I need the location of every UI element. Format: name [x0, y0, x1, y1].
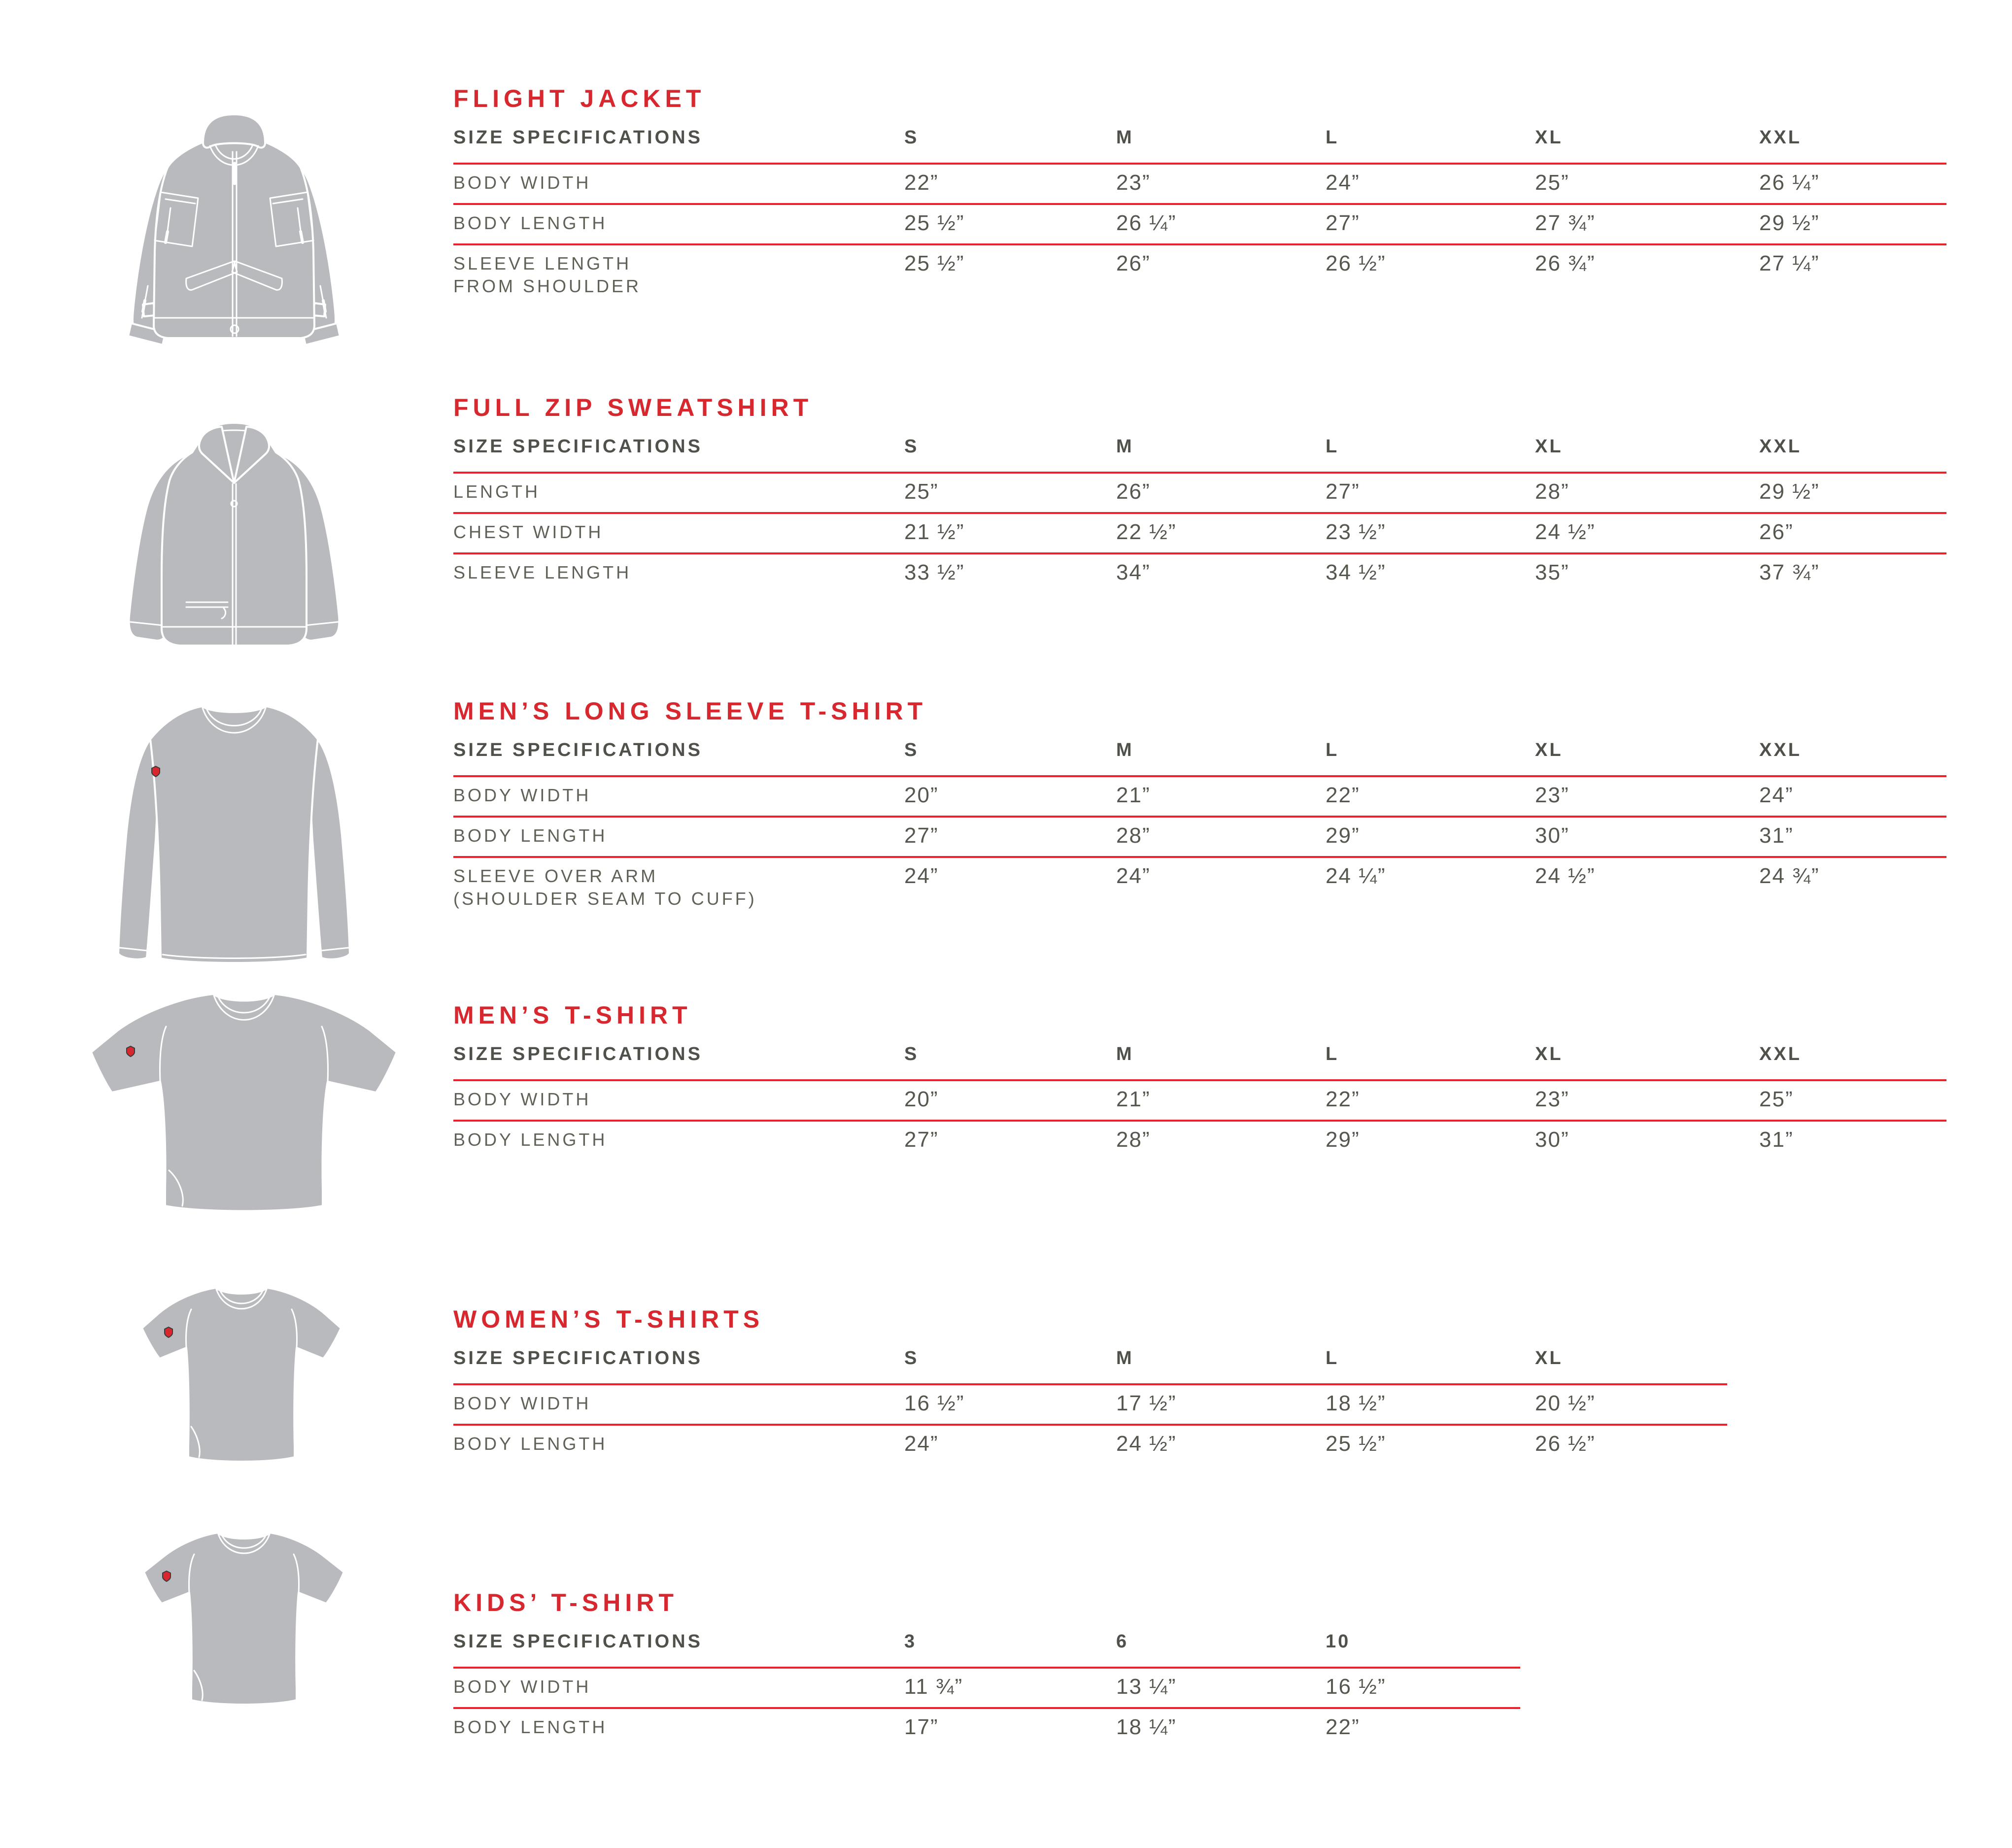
column-header-s: S — [904, 1044, 919, 1064]
row-label: BODY WIDTH — [453, 172, 591, 193]
spec-value: 13 ¼” — [1116, 1675, 1177, 1699]
row-label: BODY WIDTH — [453, 785, 591, 805]
spec-value: 24 ¾” — [1759, 864, 1820, 888]
table-header-row — [453, 1041, 1946, 1079]
spec-value: 20 ½” — [1535, 1391, 1596, 1415]
spec-value: 27” — [904, 823, 939, 848]
row-label: BODY WIDTH — [453, 1393, 591, 1413]
spec-row — [453, 1120, 1946, 1160]
column-header-m: M — [1116, 1044, 1134, 1064]
row-label: BODY LENGTH — [453, 1129, 608, 1150]
spec-row — [453, 856, 1946, 921]
flight-jacket-illustration — [74, 69, 394, 345]
row-label: SLEEVE LENGTH FROM SHOULDER — [453, 253, 642, 296]
spec-value: 33 ½” — [904, 560, 965, 584]
spec-value: 25” — [1535, 171, 1569, 195]
spec-value: 22” — [904, 171, 939, 195]
spec-value: 16 ½” — [904, 1391, 965, 1415]
spec-value: 27” — [1326, 211, 1360, 235]
spec-value: 26 ¾” — [1535, 251, 1596, 275]
kids-tshirt-illustration — [123, 1523, 365, 1720]
column-header-3: 3 — [904, 1631, 917, 1652]
row-label: SLEEVE OVER ARM (SHOULDER SEAM TO CUFF) — [453, 866, 757, 909]
spec-value: 25” — [1759, 1087, 1794, 1111]
spec-value: 25” — [904, 479, 939, 504]
womens-tshirt-sketch — [123, 1279, 360, 1476]
spec-value: 24” — [1326, 171, 1360, 195]
section-flight-jacket — [453, 86, 1946, 308]
column-header-s: S — [904, 1348, 919, 1369]
column-header-l: L — [1326, 127, 1339, 148]
spec-value: 21” — [1116, 1087, 1151, 1111]
mens-tshirt-illustration — [81, 983, 407, 1225]
size-spec-table — [453, 433, 1946, 593]
spec-value: 30” — [1535, 1128, 1569, 1152]
size-spec-table — [453, 1628, 1520, 1747]
row-label: BODY LENGTH — [453, 213, 608, 233]
column-header-l: L — [1326, 1044, 1339, 1064]
table-header-row — [453, 1345, 1727, 1383]
full-zip-sweatshirt-illustration — [74, 379, 394, 655]
spec-value: 29” — [1326, 823, 1360, 848]
spec-value: 34” — [1116, 560, 1151, 584]
column-header-l: L — [1326, 436, 1339, 457]
column-header-xl: XL — [1535, 436, 1563, 457]
spec-value: 22” — [1326, 1715, 1360, 1739]
spec-value: 26” — [1116, 251, 1151, 275]
spec-value: 25 ½” — [1326, 1432, 1386, 1456]
mens-tshirt-sketch — [81, 983, 407, 1225]
womens-tshirt-illustration — [123, 1279, 360, 1476]
column-header-m: M — [1116, 436, 1134, 457]
row-label: BODY LENGTH — [453, 1717, 608, 1737]
size-spec-table — [453, 737, 1946, 921]
spec-row — [453, 512, 1946, 552]
spec-value: 26 ¼” — [1116, 211, 1177, 235]
table-header-row — [453, 737, 1946, 775]
spec-value: 24 ¼” — [1326, 864, 1386, 888]
column-header-size-specifications: SIZE SPECIFICATIONS — [453, 740, 703, 760]
spec-value: 25 ½” — [904, 251, 965, 275]
spec-value: 24 ½” — [1535, 520, 1596, 544]
section-title: MEN’S LONG SLEEVE T-SHIRT — [453, 697, 927, 725]
row-label: BODY LENGTH — [453, 825, 608, 846]
column-header-size-specifications: SIZE SPECIFICATIONS — [453, 1631, 703, 1652]
spec-value: 28” — [1535, 479, 1569, 504]
spec-value: 24” — [904, 1432, 939, 1456]
column-header-m: M — [1116, 127, 1134, 148]
size-spec-table — [453, 1345, 1727, 1464]
spec-value: 26 ¼” — [1759, 171, 1820, 195]
spec-value: 27 ¼” — [1759, 251, 1820, 275]
row-label: LENGTH — [453, 481, 541, 502]
row-label: BODY WIDTH — [453, 1089, 591, 1109]
column-header-size-specifications: SIZE SPECIFICATIONS — [453, 127, 703, 148]
spec-value: 28” — [1116, 1128, 1151, 1152]
spec-value: 24 ½” — [1535, 864, 1596, 888]
spec-value: 16 ½” — [1326, 1675, 1386, 1699]
spec-value: 37 ¾” — [1759, 560, 1820, 584]
section-womens-t-shirts — [453, 1306, 1727, 1464]
kids-tshirt-sketch — [123, 1523, 365, 1720]
spec-value: 23” — [1116, 171, 1151, 195]
spec-value: 35” — [1535, 560, 1569, 584]
section-full-zip-sweatshirt — [453, 395, 1946, 593]
spec-row — [453, 1707, 1520, 1747]
column-header-m: M — [1116, 1348, 1134, 1369]
column-header-xl: XL — [1535, 127, 1563, 148]
spec-row — [453, 1424, 1727, 1464]
row-label: BODY LENGTH — [453, 1434, 608, 1454]
spec-value: 18 ½” — [1326, 1391, 1386, 1415]
column-header-xxl: XXL — [1759, 436, 1802, 457]
section-title: WOMEN’S T-SHIRTS — [453, 1305, 764, 1333]
column-header-s: S — [904, 127, 919, 148]
table-header-row — [453, 124, 1946, 163]
spec-row — [453, 1079, 1946, 1120]
column-header-10: 10 — [1326, 1631, 1351, 1652]
column-header-size-specifications: SIZE SPECIFICATIONS — [453, 1348, 703, 1369]
spec-row — [453, 163, 1946, 203]
spec-row — [453, 816, 1946, 856]
spec-value: 23 ½” — [1326, 520, 1386, 544]
spec-value: 26 ½” — [1326, 251, 1386, 275]
row-label: BODY WIDTH — [453, 1677, 591, 1697]
spec-value: 29 ½” — [1759, 479, 1820, 504]
table-header-row — [453, 1628, 1520, 1667]
column-header-size-specifications: SIZE SPECIFICATIONS — [453, 436, 703, 457]
table-header-row — [453, 433, 1946, 472]
spec-value: 23” — [1535, 783, 1569, 807]
spec-value: 27 ¾” — [1535, 211, 1596, 235]
spec-value: 21 ½” — [904, 520, 965, 544]
column-header-6: 6 — [1116, 1631, 1129, 1652]
spec-value: 29” — [1326, 1128, 1360, 1152]
spec-value: 24” — [1759, 783, 1794, 807]
row-label: CHEST WIDTH — [453, 522, 604, 542]
spec-value: 24” — [904, 864, 939, 888]
spec-value: 17 ½” — [1116, 1391, 1177, 1415]
spec-value: 26” — [1116, 479, 1151, 504]
spec-value: 11 ¾” — [904, 1675, 963, 1699]
spec-row — [453, 1383, 1727, 1424]
spec-row — [453, 472, 1946, 512]
spec-value: 23” — [1535, 1087, 1569, 1111]
spec-row — [453, 203, 1946, 243]
spec-value: 22” — [1326, 1087, 1360, 1111]
spec-value: 31” — [1759, 823, 1794, 848]
column-header-l: L — [1326, 740, 1339, 760]
column-header-xl: XL — [1535, 1348, 1563, 1369]
column-header-size-specifications: SIZE SPECIFICATIONS — [453, 1044, 703, 1064]
spec-value: 28” — [1116, 823, 1151, 848]
spec-row — [453, 552, 1946, 593]
spec-value: 22 ½” — [1116, 520, 1177, 544]
spec-row — [453, 243, 1946, 308]
spec-value: 27” — [1326, 479, 1360, 504]
spec-value: 24” — [1116, 864, 1151, 888]
column-header-s: S — [904, 436, 919, 457]
spec-value: 27” — [904, 1128, 939, 1152]
column-header-l: L — [1326, 1348, 1339, 1369]
spec-value: 17” — [904, 1715, 939, 1739]
section-title: MEN’S T-SHIRT — [453, 1001, 692, 1029]
long-sleeve-tshirt-illustration — [49, 692, 419, 978]
full-zip-sweatshirt-sketch — [74, 379, 394, 655]
section-mens-t-shirt — [453, 1002, 1946, 1160]
column-header-m: M — [1116, 740, 1134, 760]
spec-value: 22” — [1326, 783, 1360, 807]
size-spec-table — [453, 1041, 1946, 1160]
spec-value: 20” — [904, 1087, 939, 1111]
spec-row — [453, 775, 1946, 816]
column-header-xxl: XXL — [1759, 1044, 1802, 1064]
spec-value: 30” — [1535, 823, 1569, 848]
column-header-xl: XL — [1535, 1044, 1563, 1064]
section-title: FLIGHT JACKET — [453, 85, 706, 112]
row-label: SLEEVE LENGTH — [453, 562, 632, 582]
spec-value: 34 ½” — [1326, 560, 1386, 584]
column-header-xxl: XXL — [1759, 740, 1802, 760]
spec-value: 21” — [1116, 783, 1151, 807]
spec-value: 25 ½” — [904, 211, 965, 235]
long-sleeve-tshirt-sketch — [49, 692, 419, 978]
spec-value: 29 ½” — [1759, 211, 1820, 235]
spec-value: 26 ½” — [1535, 1432, 1596, 1456]
spec-value: 24 ½” — [1116, 1432, 1177, 1456]
section-title: FULL ZIP SWEATSHIRT — [453, 394, 813, 421]
spec-value: 20” — [904, 783, 939, 807]
column-header-s: S — [904, 740, 919, 760]
section-kids-t-shirt — [453, 1590, 1520, 1747]
size-spec-table — [453, 124, 1946, 308]
column-header-xxl: XXL — [1759, 127, 1802, 148]
spec-value: 26” — [1759, 520, 1794, 544]
column-header-xl: XL — [1535, 740, 1563, 760]
flight-jacket-sketch — [74, 69, 394, 345]
section-title: KIDS’ T-SHIRT — [453, 1589, 678, 1616]
spec-value: 31” — [1759, 1128, 1794, 1152]
spec-value: 18 ¼” — [1116, 1715, 1177, 1739]
section-mens-long-sleeve-t-shirt — [453, 698, 1946, 921]
spec-row — [453, 1667, 1520, 1707]
